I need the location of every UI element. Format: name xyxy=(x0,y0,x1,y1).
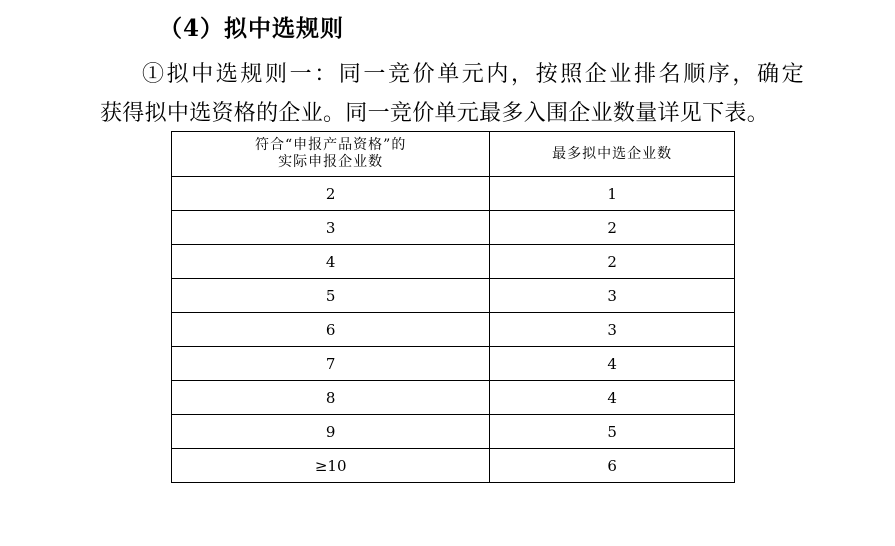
table-row xyxy=(172,449,735,483)
cell-max-selected-count: 3 xyxy=(490,279,735,313)
rule-paragraph-line-1: ①拟中选规则一：同一竞价单元内，按照企业排名顺序，确定 xyxy=(142,62,807,87)
table-header-row xyxy=(172,132,735,177)
cell-max-selected-count: 3 xyxy=(490,313,735,347)
cell-declared-count: 8 xyxy=(172,381,490,415)
cell-declared-count: 9 xyxy=(172,415,490,449)
cell-declared-count: 5 xyxy=(172,279,490,313)
cell-declared-count: 3 xyxy=(172,211,490,245)
cell-max-selected-count: 2 xyxy=(490,245,735,279)
table-row xyxy=(172,381,735,415)
cell-max-selected-count: 4 xyxy=(490,347,735,381)
cell-declared-count: ≥10 xyxy=(172,449,490,483)
header-declared-enterprises xyxy=(172,132,490,177)
header-declared-line-2: 实际申报企业数 xyxy=(278,154,384,170)
cell-declared-count: 7 xyxy=(172,347,490,381)
cell-max-selected-count: 4 xyxy=(490,381,735,415)
cell-max-selected-count: 1 xyxy=(490,177,735,211)
cell-declared-count: 4 xyxy=(172,245,490,279)
table-body xyxy=(172,177,735,483)
table-row xyxy=(172,211,735,245)
rule-paragraph-line-2: 获得拟中选资格的企业。同一竞价单元最多入围企业数量详见下表。 xyxy=(100,101,770,126)
cell-max-selected-count: 5 xyxy=(490,415,735,449)
header-declared-line-1: 符合“申报产品资格”的 xyxy=(255,137,407,153)
table-row xyxy=(172,415,735,449)
header-max-selected: 最多拟中选企业数 xyxy=(490,132,735,177)
table-row xyxy=(172,313,735,347)
cell-declared-count: 6 xyxy=(172,313,490,347)
selection-quota-table xyxy=(171,131,735,483)
section-heading: （4）拟中选规则 xyxy=(159,15,345,42)
table-row xyxy=(172,177,735,211)
table-row xyxy=(172,279,735,313)
table-row xyxy=(172,347,735,381)
table-row xyxy=(172,245,735,279)
cell-declared-count: 2 xyxy=(172,177,490,211)
cell-max-selected-count: 2 xyxy=(490,211,735,245)
cell-max-selected-count: 6 xyxy=(490,449,735,483)
